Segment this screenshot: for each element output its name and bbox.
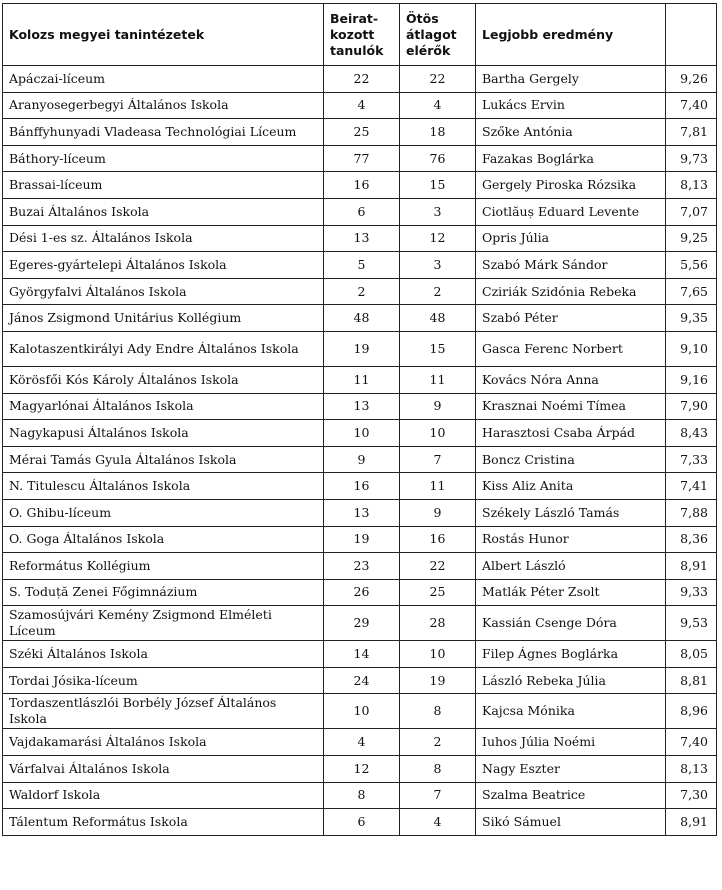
cell-fives: 2 <box>400 729 476 756</box>
cell-best-student: Szalma Beatrice <box>476 782 666 809</box>
cell-school: Waldorf Iskola <box>3 782 324 809</box>
cell-best-score: 8,43 <box>666 420 717 447</box>
cell-school: Magyarlónai Általános Iskola <box>3 393 324 420</box>
cell-school: Vajdakamarási Általános Iskola <box>3 729 324 756</box>
cell-best-student: Bartha Gergely <box>476 66 666 93</box>
cell-best-score: 9,33 <box>666 579 717 606</box>
cell-best-student: Kajcsa Mónika <box>476 694 666 729</box>
cell-fives: 10 <box>400 420 476 447</box>
cell-enrolled: 5 <box>324 252 400 279</box>
header-fives: Ötös átlagot elérők <box>400 4 476 66</box>
cell-best-score: 5,56 <box>666 252 717 279</box>
cell-best-student: Opris Júlia <box>476 225 666 252</box>
cell-best-score: 7,81 <box>666 119 717 146</box>
cell-best-student: Cziriák Szidónia Rebeka <box>476 278 666 305</box>
cell-school: Bánffyhunyadi Vladeasa Technológiai Líceum <box>3 119 324 146</box>
cell-best-score: 8,13 <box>666 756 717 783</box>
cell-best-student: Szőke Antónia <box>476 119 666 146</box>
cell-best-score: 9,25 <box>666 225 717 252</box>
cell-enrolled: 10 <box>324 420 400 447</box>
cell-best-score: 7,41 <box>666 473 717 500</box>
cell-school: Szamosújvári Kemény Zsigmond Elméleti Líceum <box>3 606 324 641</box>
cell-best-student: Harasztosi Csaba Árpád <box>476 420 666 447</box>
cell-school: Egeres-gyártelepi Általános Iskola <box>3 252 324 279</box>
cell-enrolled: 9 <box>324 446 400 473</box>
cell-school: O. Goga Általános Iskola <box>3 526 324 553</box>
cell-enrolled: 14 <box>324 641 400 668</box>
cell-best-score: 9,16 <box>666 366 717 393</box>
cell-school: Református Kollégium <box>3 553 324 580</box>
cell-best-student: Kovács Nóra Anna <box>476 366 666 393</box>
table-row <box>3 694 717 729</box>
cell-best-score: 7,65 <box>666 278 717 305</box>
header-best: Legjobb eredmény <box>476 4 666 66</box>
cell-fives: 9 <box>400 393 476 420</box>
table-row <box>3 305 717 332</box>
table-header-row <box>3 4 717 66</box>
cell-fives: 3 <box>400 198 476 225</box>
table-row <box>3 92 717 119</box>
header-enrolled: Beirat- kozott tanulók <box>324 4 400 66</box>
cell-enrolled: 77 <box>324 145 400 172</box>
cell-best-score: 7,30 <box>666 782 717 809</box>
cell-school: Várfalvai Általános Iskola <box>3 756 324 783</box>
cell-best-score: 7,40 <box>666 92 717 119</box>
cell-fives: 11 <box>400 366 476 393</box>
table-row <box>3 366 717 393</box>
table-row <box>3 553 717 580</box>
cell-fives: 7 <box>400 782 476 809</box>
cell-best-score: 8,81 <box>666 667 717 694</box>
cell-school: Apáczai-líceum <box>3 66 324 93</box>
cell-best-student: Sikó Sámuel <box>476 809 666 836</box>
cell-fives: 15 <box>400 331 476 366</box>
cell-enrolled: 19 <box>324 526 400 553</box>
cell-enrolled: 4 <box>324 92 400 119</box>
header-school: Kolozs megyei tanintézetek <box>3 4 324 66</box>
cell-best-student: Boncz Cristina <box>476 446 666 473</box>
cell-enrolled: 19 <box>324 331 400 366</box>
cell-enrolled: 2 <box>324 278 400 305</box>
table-row <box>3 499 717 526</box>
cell-fives: 22 <box>400 553 476 580</box>
cell-enrolled: 29 <box>324 606 400 641</box>
cell-fives: 11 <box>400 473 476 500</box>
cell-best-score: 9,35 <box>666 305 717 332</box>
cell-enrolled: 8 <box>324 782 400 809</box>
cell-fives: 28 <box>400 606 476 641</box>
table-row <box>3 641 717 668</box>
cell-fives: 18 <box>400 119 476 146</box>
cell-best-student: Gergely Piroska Rózsika <box>476 172 666 199</box>
cell-best-student: Lukács Ervin <box>476 92 666 119</box>
cell-school: Széki Általános Iskola <box>3 641 324 668</box>
cell-best-student: Fazakas Boglárka <box>476 145 666 172</box>
table-row <box>3 782 717 809</box>
cell-fives: 10 <box>400 641 476 668</box>
cell-best-student: Iuhos Júlia Noémi <box>476 729 666 756</box>
cell-enrolled: 10 <box>324 694 400 729</box>
cell-school: Kalotaszentkirályi Ady Endre Általános Iskola <box>3 331 324 366</box>
results-table <box>2 3 717 836</box>
cell-school: Tordai Jósika-líceum <box>3 667 324 694</box>
table-row <box>3 606 717 641</box>
cell-best-student: Rostás Hunor <box>476 526 666 553</box>
cell-school: N. Titulescu Általános Iskola <box>3 473 324 500</box>
cell-enrolled: 25 <box>324 119 400 146</box>
cell-best-score: 7,88 <box>666 499 717 526</box>
cell-fives: 15 <box>400 172 476 199</box>
cell-enrolled: 12 <box>324 756 400 783</box>
cell-school: Dési 1-es sz. Általános Iskola <box>3 225 324 252</box>
cell-school: János Zsigmond Unitárius Kollégium <box>3 305 324 332</box>
header-score <box>666 4 717 66</box>
cell-fives: 22 <box>400 66 476 93</box>
cell-enrolled: 13 <box>324 393 400 420</box>
cell-enrolled: 11 <box>324 366 400 393</box>
cell-best-student: László Rebeka Júlia <box>476 667 666 694</box>
cell-enrolled: 6 <box>324 198 400 225</box>
table-row <box>3 420 717 447</box>
table-row <box>3 225 717 252</box>
cell-best-score: 9,53 <box>666 606 717 641</box>
table-row <box>3 473 717 500</box>
cell-best-student: Székely László Tamás <box>476 499 666 526</box>
cell-best-score: 9,10 <box>666 331 717 366</box>
table-row <box>3 526 717 553</box>
cell-best-student: Krasznai Noémi Tímea <box>476 393 666 420</box>
table-row <box>3 119 717 146</box>
cell-best-score: 8,96 <box>666 694 717 729</box>
cell-fives: 16 <box>400 526 476 553</box>
cell-enrolled: 48 <box>324 305 400 332</box>
cell-school: Nagykapusi Általános Iskola <box>3 420 324 447</box>
table-row <box>3 756 717 783</box>
cell-best-student: Kassián Csenge Dóra <box>476 606 666 641</box>
cell-best-student: Ciotlăuș Eduard Levente <box>476 198 666 225</box>
cell-best-student: Szabó Péter <box>476 305 666 332</box>
table-row <box>3 172 717 199</box>
table-row <box>3 729 717 756</box>
cell-fives: 7 <box>400 446 476 473</box>
cell-fives: 8 <box>400 756 476 783</box>
cell-school: Mérai Tamás Gyula Általános Iskola <box>3 446 324 473</box>
cell-school: Tordaszentlászlói Borbély József Általános Iskola <box>3 694 324 729</box>
table-row <box>3 579 717 606</box>
table-row <box>3 278 717 305</box>
cell-school: O. Ghibu-líceum <box>3 499 324 526</box>
cell-fives: 4 <box>400 92 476 119</box>
table-row <box>3 331 717 366</box>
cell-school: Brassai-líceum <box>3 172 324 199</box>
cell-best-student: Szabó Márk Sándor <box>476 252 666 279</box>
cell-enrolled: 22 <box>324 66 400 93</box>
cell-enrolled: 13 <box>324 225 400 252</box>
cell-best-score: 9,73 <box>666 145 717 172</box>
table-row <box>3 446 717 473</box>
cell-best-score: 7,33 <box>666 446 717 473</box>
cell-fives: 12 <box>400 225 476 252</box>
cell-school: Báthory-líceum <box>3 145 324 172</box>
cell-enrolled: 6 <box>324 809 400 836</box>
cell-enrolled: 16 <box>324 473 400 500</box>
cell-fives: 9 <box>400 499 476 526</box>
cell-fives: 8 <box>400 694 476 729</box>
table-row <box>3 393 717 420</box>
cell-enrolled: 23 <box>324 553 400 580</box>
cell-school: Györgyfalvi Általános Iskola <box>3 278 324 305</box>
cell-fives: 19 <box>400 667 476 694</box>
cell-best-score: 9,26 <box>666 66 717 93</box>
table-row <box>3 667 717 694</box>
cell-best-student: Kiss Aliz Anita <box>476 473 666 500</box>
results-table-container <box>2 3 717 836</box>
cell-best-score: 8,36 <box>666 526 717 553</box>
table-row <box>3 809 717 836</box>
cell-best-score: 8,13 <box>666 172 717 199</box>
cell-enrolled: 13 <box>324 499 400 526</box>
table-row <box>3 66 717 93</box>
table-row <box>3 145 717 172</box>
cell-enrolled: 24 <box>324 667 400 694</box>
cell-enrolled: 16 <box>324 172 400 199</box>
cell-fives: 4 <box>400 809 476 836</box>
cell-fives: 3 <box>400 252 476 279</box>
cell-fives: 2 <box>400 278 476 305</box>
cell-school: Aranyosegerbegyi Általános Iskola <box>3 92 324 119</box>
cell-best-student: Matlák Péter Zsolt <box>476 579 666 606</box>
table-row <box>3 198 717 225</box>
cell-fives: 48 <box>400 305 476 332</box>
cell-best-score: 7,07 <box>666 198 717 225</box>
cell-enrolled: 26 <box>324 579 400 606</box>
cell-fives: 76 <box>400 145 476 172</box>
cell-best-student: Gasca Ferenc Norbert <box>476 331 666 366</box>
cell-enrolled: 4 <box>324 729 400 756</box>
cell-best-student: Filep Ágnes Boglárka <box>476 641 666 668</box>
cell-best-score: 8,91 <box>666 809 717 836</box>
cell-school: S. Toduță Zenei Főgimnázium <box>3 579 324 606</box>
cell-fives: 25 <box>400 579 476 606</box>
cell-best-score: 7,90 <box>666 393 717 420</box>
cell-best-student: Albert László <box>476 553 666 580</box>
cell-best-score: 8,05 <box>666 641 717 668</box>
cell-school: Buzai Általános Iskola <box>3 198 324 225</box>
cell-school: Tálentum Református Iskola <box>3 809 324 836</box>
table-row <box>3 252 717 279</box>
table-body <box>3 66 717 836</box>
cell-best-student: Nagy Eszter <box>476 756 666 783</box>
cell-school: Körösfői Kós Károly Általános Iskola <box>3 366 324 393</box>
cell-best-score: 8,91 <box>666 553 717 580</box>
cell-best-score: 7,40 <box>666 729 717 756</box>
